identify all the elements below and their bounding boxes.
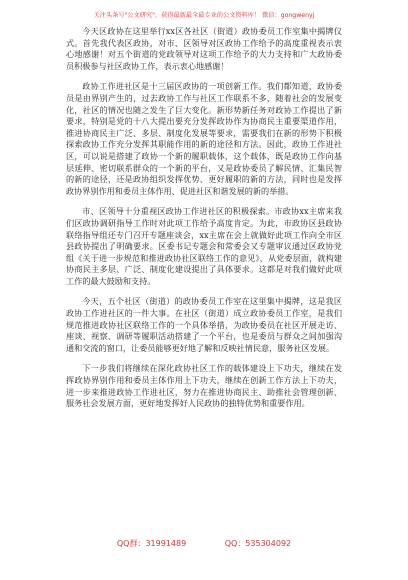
footer-qq-group: QQ群：31991489 xyxy=(116,539,187,548)
footer-qq: QQ：535304092 xyxy=(224,539,292,548)
paragraph-3: 市、区领导十分重视区政协工作进社区的积极探索。市政协xx主席来我们区政协调研指导工作时对此项工作给予高度肯定。为此，市政协区县政协联络指导组还专门召开专题座谈会，xx主席在会上就做好此项工作向全市区县政协提出了明确要求。区委书记专题会和常委会又专题审议通过区政协党组《关于进一步规范和推进政协社区联络工作的意见》，从党委层面，就构建协商民主多层、广泛、制度化建设提出了具体要求。这都是对我们做好此项工作的最大鼓励和支持。 xyxy=(66,206,342,286)
document-body xyxy=(66,26,342,419)
paragraph-2: 政协工作进社区是十三届区政协的一项创新工作。我们都知道，政协委员是由界别产生的，过去政协工作与社区工作联系不多，随着社会的发展变化，社区的情况也随之发生了巨大变化。新形势新任务对政协工作提出了新要求，特别是党的十八大提出要充分发挥政协作为协商民主重要渠道作用，推进协商民主广泛、多层、制度化发展等要求，需要我们在新的形势下积极探索政协工作充分发挥其职能作用的新的途径和方法。因此，政协工作进社区，可以说是搭建了政协一个新的履职载体，这个载体，既是政协工作向基层延伸、密切联系群众的一个新的平台，又是政协委员了解民情、汇集民智的新的途径，还是政协组织发挥优势、更好履职的新的方法，同时也是发挥政协界别作用和委员主体作用、促进社区和谐发展的新的举措。 xyxy=(66,81,342,196)
footer-contact xyxy=(0,538,408,549)
paragraph-5: 下一步我们将继续在深化政协社区工作的载体建设上下功夫，继续在发挥政协界别作用和委员主体作用上下功夫，继续在创新工作方法上下功夫，进一步来推进政协工作进社区，努力在推进协商民主、助推社会管理创新、服务社会发展方面，更好地发挥好人民政协的独特优势和重要作用。 xyxy=(66,363,342,409)
paragraph-1: 今天区政协在这里举行xx区各社区（街道）政协委员工作室集中揭牌仪式。首先我代表区政协，对市、区领导对区政协工作给予的高度重视表示衷心地感谢！对五个街道的党政领导对这项工作给予的大力支持和广大政协委员积极参与社区政协工作，表示衷心地感谢！ xyxy=(66,26,342,71)
header-note: 关注头条号"公文研究"，获得最新最全最专业的公文资料库！ 微信：gongwenyj xyxy=(93,12,315,19)
paragraph-4: 今天，五个社区（街道）的政协委员工作室在这里集中揭牌，这是我区政协工作进社区的一件大事。在社区（街道）成立政协委员工作室，是我们规范推进政协社区联络工作的一个具体举措，为政协委员在社区开展走访、座谈、视察、调研等履职活动搭建了一个平台，也是委员与群众之间加强沟通和交流的窗口，让委员能够更好地了解和反映社情民意，服务社区发展。 xyxy=(66,296,342,353)
